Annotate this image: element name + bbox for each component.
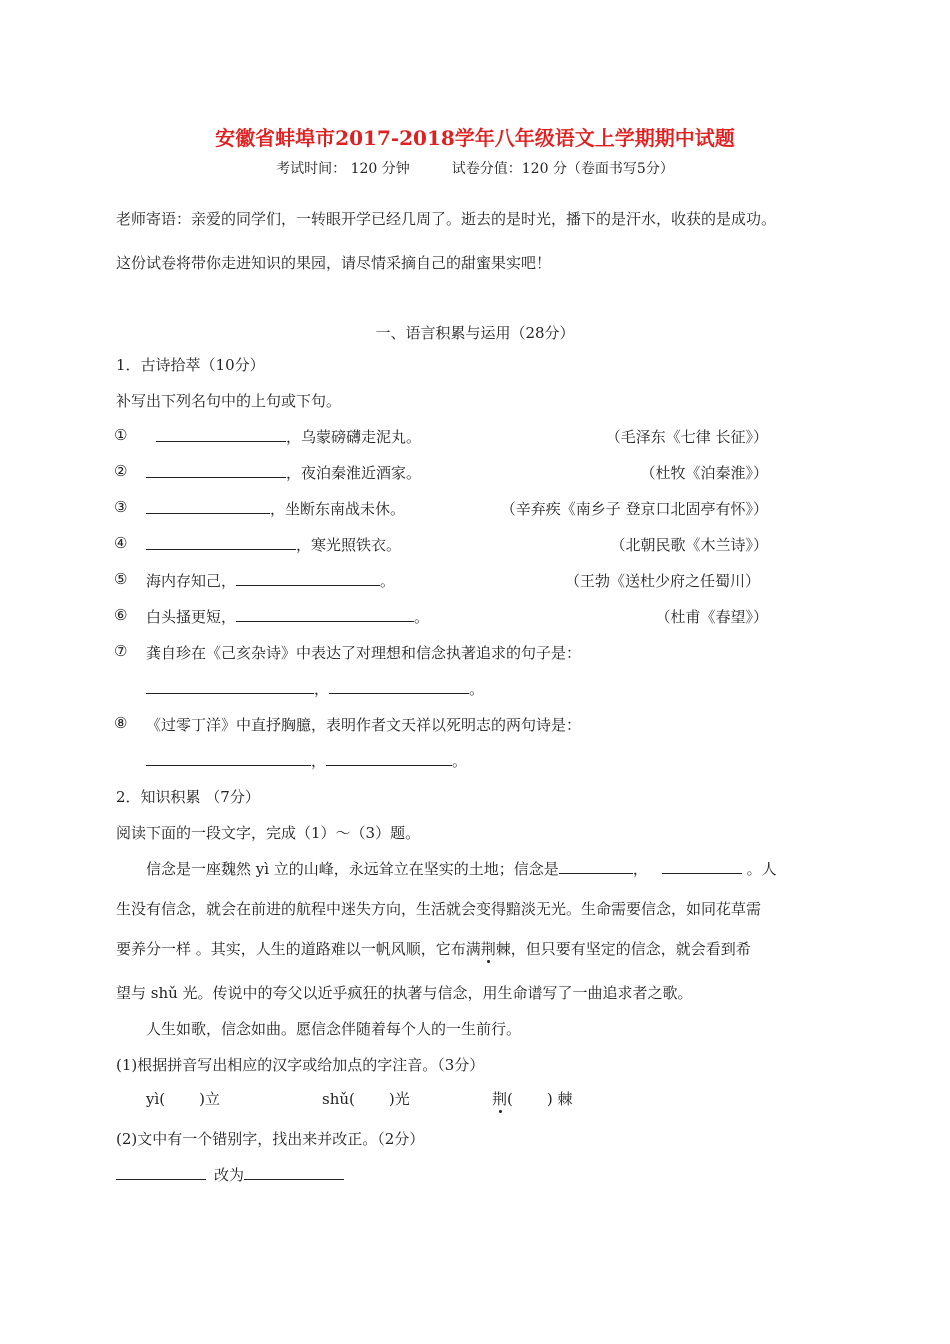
q1-instruction: 补写出下列名句中的上句或下句。 — [116, 392, 342, 410]
answer-line: ， 。 — [146, 678, 484, 699]
q2-heading: 2．知识积累 （7分） — [116, 788, 260, 806]
q1-heading: 1．古诗拾萃（10分） — [116, 356, 265, 374]
dotted-char: 荆 — [480, 940, 496, 958]
answer-blank[interactable] — [146, 750, 311, 766]
verse-item: ，坐断东南战未休。 — [146, 498, 405, 519]
verse-item: ，夜泊秦淮近酒家。 — [146, 462, 421, 483]
passage-line: 信念是一座魏然 yì 立的山峰，永远耸立在坚实的土地；信念是 ， 。人 — [146, 860, 777, 878]
passage-line: 人生如歌，信念如曲。愿信念伴随着每个人的一生前行。 — [146, 1020, 522, 1038]
sub-question-1: (1)根据拼音写出相应的汉字或给加点的字注音。（3分） — [116, 1056, 485, 1074]
answer-blank[interactable] — [156, 426, 286, 442]
answer-blank[interactable] — [146, 462, 286, 478]
answer-blank[interactable] — [244, 1164, 344, 1180]
answer-line: ， 。 — [146, 750, 467, 771]
answer-blank[interactable] — [236, 570, 380, 586]
page-title: 安徽省蚌埠市2017-2018学年八年级语文上学期期中试题 — [215, 126, 735, 150]
verse-source: （杜牧《泊秦淮》） — [640, 464, 768, 482]
item-number: ① — [114, 426, 128, 444]
verse-source: （北朝民歌《木兰诗》） — [610, 536, 768, 554]
q2-instruction: 阅读下面的一段文字，完成（1）～（3）题。 — [116, 824, 421, 842]
item-number: ③ — [114, 498, 128, 516]
answer-blank[interactable] — [146, 498, 270, 514]
answer-blank[interactable] — [236, 606, 414, 622]
item-number: ④ — [114, 534, 128, 552]
passage-line: 生没有信念，就会在前进的航程中迷失方向，生活就会变得黯淡无光。生命需要信念，如同花草需 — [116, 900, 762, 918]
item-number: ⑤ — [114, 570, 128, 588]
sub-question-2: (2)文中有一个错别字，找出来并改正。（2分） — [116, 1130, 425, 1148]
pinyin-blank: yì( )立 — [146, 1090, 220, 1108]
verse-item: 海内存知己， 。 — [146, 572, 396, 590]
passage-line: 要养分一样 。其实，人生的道路难以一帆风顺，它布满荆棘，但只要有坚定的信念，就会看到希 — [116, 940, 751, 958]
greeting-line-2: 这份试卷将带你走进知识的果园，请尽情采摘自己的甜蜜果实吧！ — [116, 254, 552, 272]
verse-source: （辛弃疾《南乡子 登京口北固亭有怀》） — [500, 500, 768, 518]
verse-source: （杜甫《春望》） — [655, 608, 768, 626]
answer-blank[interactable] — [146, 678, 314, 694]
passage-line: 望与 shǔ 光。传说中的夸父以近乎疯狂的执著与信念，用生命谱写了一曲追求者之歌。 — [116, 984, 693, 1002]
correction-line: 改为 — [116, 1164, 344, 1185]
answer-blank[interactable] — [559, 858, 633, 874]
verse-source: （毛泽东《七律 长征》） — [605, 428, 768, 446]
question-text: 《过零丁洋》中直抒胸臆，表明作者文天祥以死明志的两句诗是： — [146, 716, 582, 734]
item-number: ② — [114, 462, 128, 480]
exam-info — [0, 158, 950, 178]
item-number: ⑧ — [114, 714, 128, 732]
question-text: 龚自珍在《己亥杂诗》中表达了对理想和信念执著追求的句子是： — [146, 644, 582, 662]
verse-source: （王勃《送杜少府之任蜀川） — [564, 572, 760, 590]
verse-item: ，乌蒙磅礴走泥丸。 — [156, 426, 421, 447]
answer-blank[interactable] — [326, 750, 452, 766]
verse-item: 白头搔更短， 。 — [146, 608, 430, 626]
greeting-line-1: 老师寄语：亲爱的同学们，一转眼开学已经几周了。逝去的是时光，播下的是汗水，收获的是成功。 — [116, 210, 777, 228]
item-number: ⑥ — [114, 606, 128, 624]
verse-item: ，寒光照铁衣。 — [146, 534, 401, 555]
answer-blank[interactable] — [116, 1164, 206, 1180]
answer-blank[interactable] — [146, 534, 296, 550]
exam-time: 考试时间： 120 分钟 — [276, 161, 410, 177]
answer-blank[interactable] — [329, 678, 469, 694]
exam-score: 试卷分值：120 分（卷面书写5分） — [451, 161, 674, 177]
section-heading: 一、语言积累与运用（28分） — [375, 324, 575, 342]
pinyin-blank: 荆( ) 棘 — [492, 1090, 573, 1108]
pinyin-blank: shǔ( )光 — [322, 1090, 410, 1108]
item-number: ⑦ — [114, 642, 128, 660]
answer-blank[interactable] — [662, 858, 742, 874]
